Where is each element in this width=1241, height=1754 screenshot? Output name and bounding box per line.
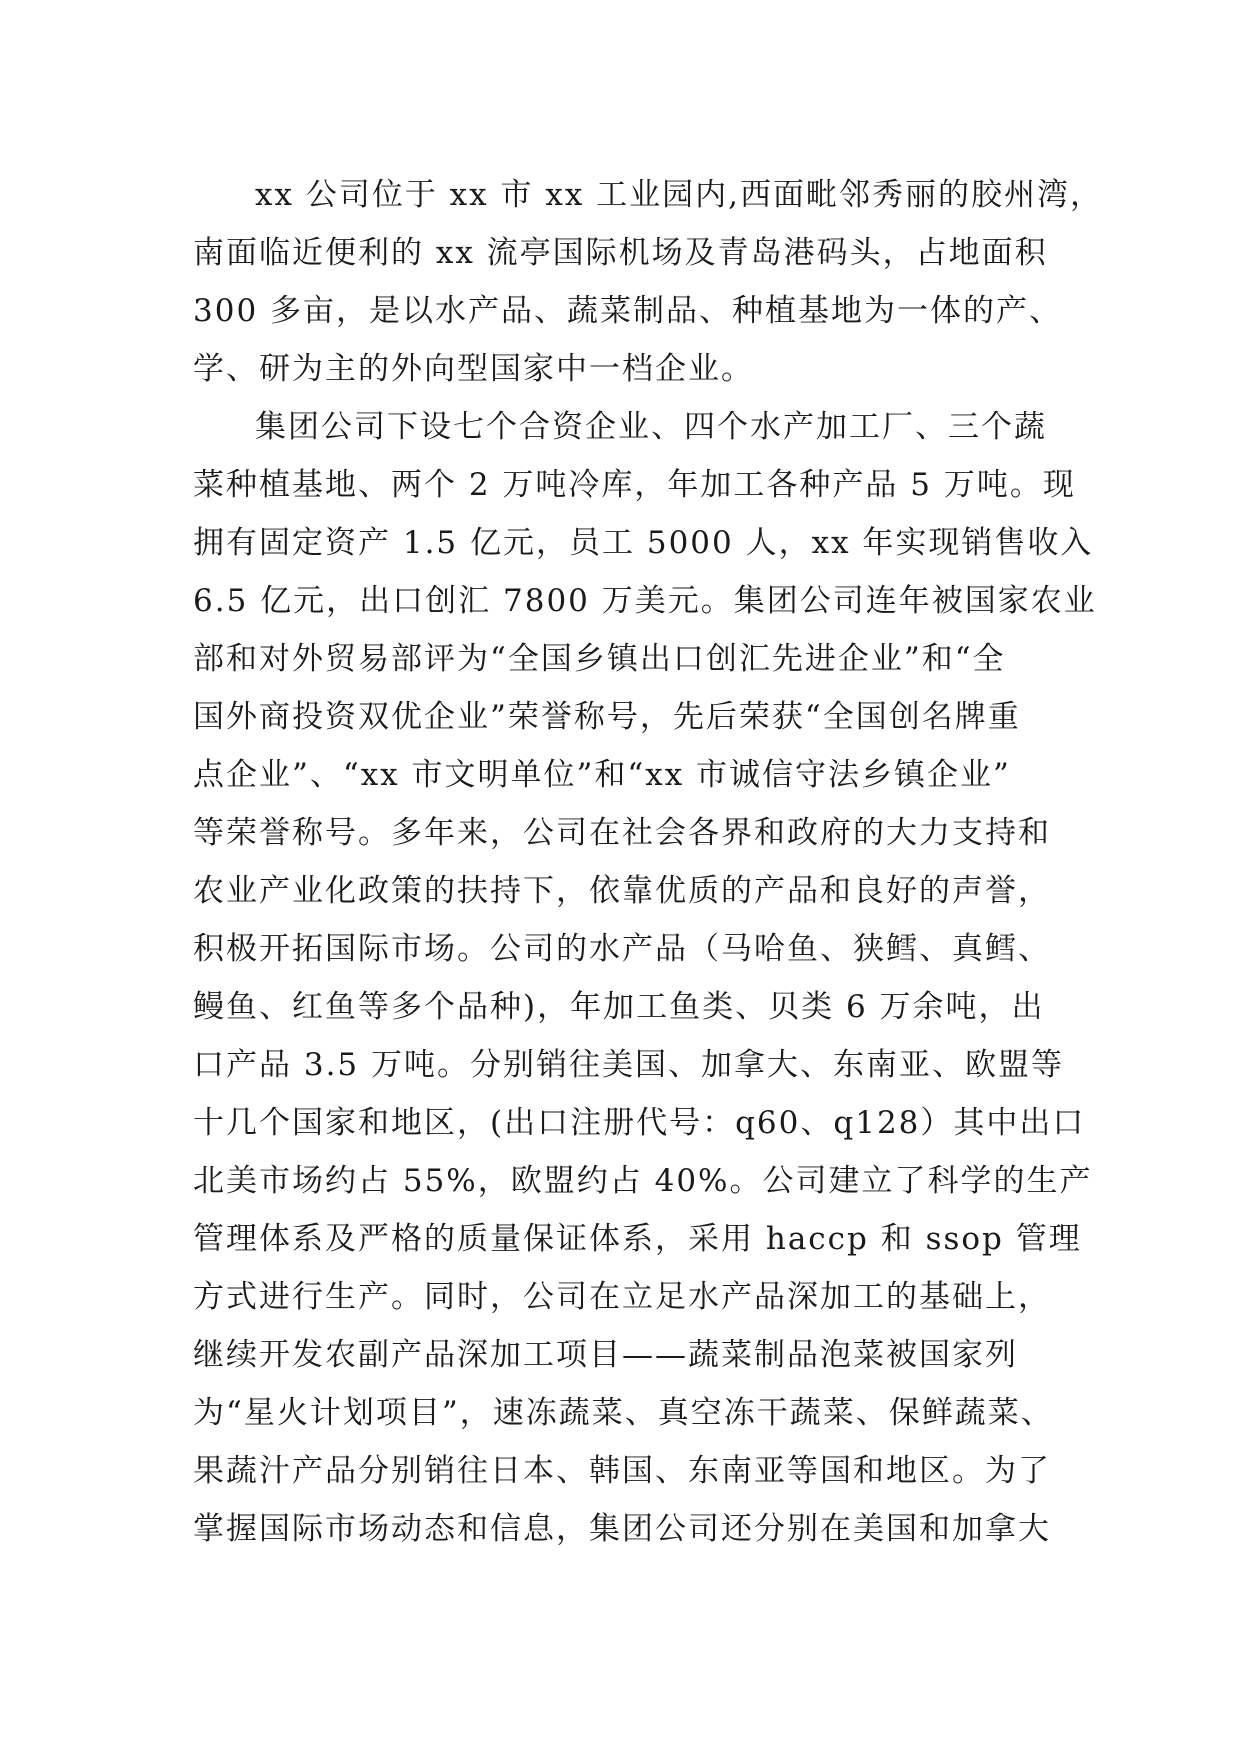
paragraph-2-line: 掌握国际市场动态和信息，集团公司还分别在美国和加拿大 [193,1511,1051,1547]
paragraph-2-line: 口产品 3.5 万吨。分别销往美国、加拿大、东南亚、欧盟等 [193,1047,1065,1083]
paragraph-2-line: 继续开发农副产品深加工项目——蔬菜制品泡菜被国家列 [193,1337,1018,1373]
paragraph-1-line: 学、研为主的外向型国家中一档企业。 [193,351,754,387]
paragraph-2-line: 北美市场约占 55%，欧盟约占 40%。公司建立了科学的生产 [193,1163,1093,1199]
paragraph-2-line: 6.5 亿元，出口创汇 7800 万美元。集团公司连年被国家农业 [193,583,1097,619]
paragraph-1-line: 300 多亩，是以水产品、蔬菜制品、种植基地为一体的产、 [193,293,1063,329]
paragraph-2-line: 果蔬汁产品分别销往日本、韩国、东南亚等国和地区。为了 [193,1453,1051,1489]
paragraph-2-line: 方式进行生产。同时，公司在立足水产品深加工的基础上， [193,1279,1051,1315]
paragraph-2-line: 农业产业化政策的扶持下，依靠优质的产品和良好的声誉， [193,873,1051,909]
paragraph-2-line: 集团公司下设七个合资企业、四个水产加工厂、三个蔬 [255,409,1047,445]
paragraph-2-line: 拥有固定资产 1.5 亿元，员工 5000 人，xx 年实现销售收入 [193,525,1094,561]
paragraph-2-line: 菜种植基地、两个 2 万吨冷库，年加工各种产品 5 万吨。现 [193,467,1076,503]
paragraph-2-line: 鳗鱼、红鱼等多个品种)，年加工鱼类、贝类 6 万余吨，出 [193,989,1045,1025]
paragraph-1-line: 南面临近便利的 xx 流亭国际机场及青岛港码头，占地面积 [193,235,1048,271]
paragraph-2-line: 部和对外贸易部评为“全国乡镇出口创汇先进企业”和“全 [193,641,1006,677]
paragraph-2-line: 点企业”、“xx 市文明单位”和“xx 市诚信守法乡镇企业” [193,757,1011,793]
paragraph-1-line: xx 公司位于 xx 市 xx 工业园内,西面毗邻秀丽的胶州湾， [255,177,1104,213]
paragraph-2-line: 国外商投资双优企业”荣誉称号，先后荣获“全国创名牌重 [193,699,1021,735]
body-text [193,166,1104,1558]
paragraph-2-line: 十几个国家和地区，(出口注册代号：q60、q128）其中出口 [193,1105,1086,1141]
paragraph-2-line: 管理体系及严格的质量保证体系，采用 haccp 和 ssop 管理 [193,1221,1082,1257]
paragraph-2-line: 积极开拓国际市场。公司的水产品（马哈鱼、狭鳕、真鳕、 [193,931,1051,967]
paragraph-2-line: 等荣誉称号。多年来，公司在社会各界和政府的大力支持和 [193,815,1051,851]
paragraph-2-line: 为“星火计划项目”，速冻蔬菜、真空冻干蔬菜、保鲜蔬菜、 [193,1395,1054,1431]
